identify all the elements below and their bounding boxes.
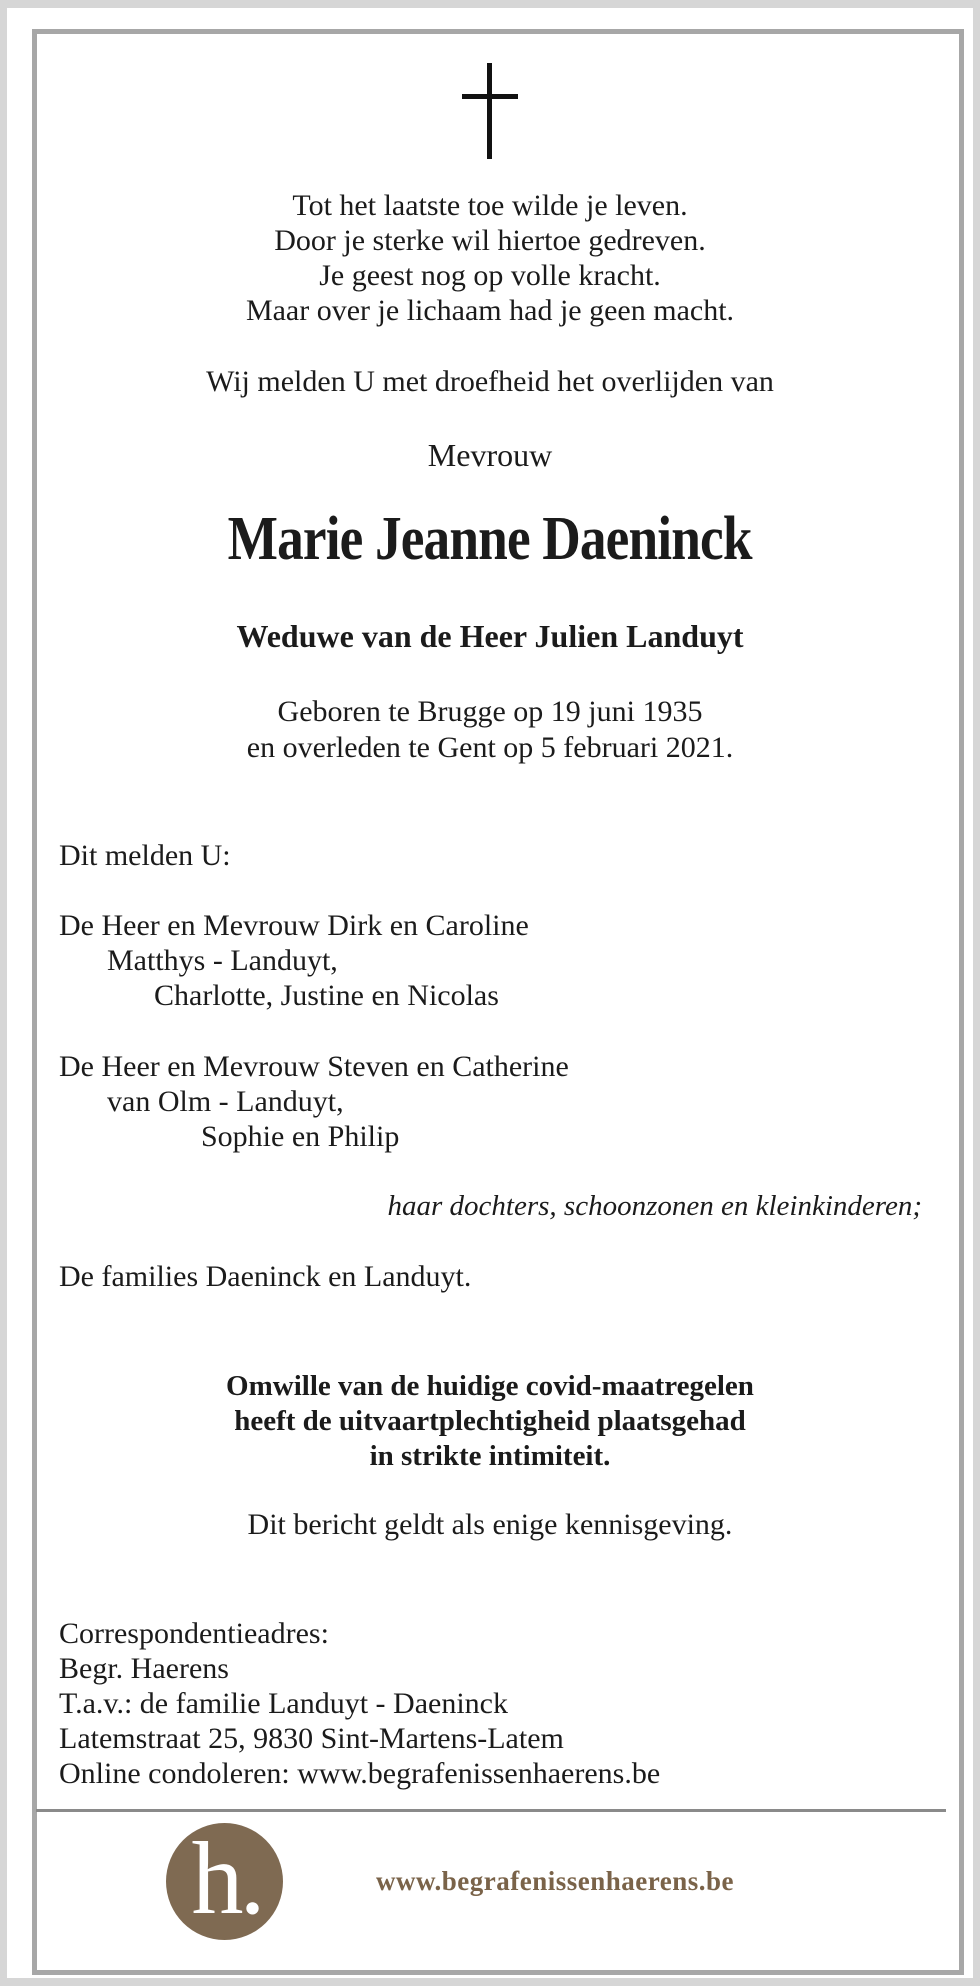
poem-line: Je geest nog op volle kracht. (319, 259, 661, 292)
family-block-1 (59, 908, 529, 1013)
death-line: en overleden te Gent op 5 februari 2021. (246, 731, 734, 764)
correspondence-block (59, 1616, 660, 1791)
deceased-name-text: Marie Jeanne Daeninck (228, 505, 752, 573)
birth-line: Geboren te Brugge op 19 juni 1935 (277, 695, 703, 728)
salutation: Mevrouw (427, 437, 553, 473)
mourners-intro: Dit melden U: (59, 839, 231, 872)
grandchildren: Charlotte, Justine en Nicolas (154, 979, 499, 1012)
families-line: De families Daeninck en Landuyt. (59, 1260, 472, 1293)
family-block-2 (59, 1049, 569, 1154)
life-dates (0, 694, 980, 766)
website-link[interactable]: www.begrafenissenhaerens.be (376, 1866, 735, 1896)
covid-line: in strikte intimiteit. (369, 1440, 611, 1472)
poem-line: Tot het laatste toe wilde je leven. (292, 189, 688, 222)
notice-line: Dit bericht geldt als enige kennisgeving. (247, 1508, 733, 1541)
covid-notice (0, 1369, 980, 1474)
relation-line: haar dochters, schoonzonen en kleinkinderen; (387, 1190, 922, 1222)
family-names: De Heer en Mevrouw Steven en Catherine (59, 1050, 569, 1083)
footer-divider (36, 1809, 946, 1812)
funeral-home-logo (166, 1823, 283, 1940)
correspondence-company: Begr. Haerens (59, 1652, 229, 1685)
cross-icon-bar (462, 94, 518, 99)
covid-line: Omwille van de huidige covid-maatregelen (226, 1370, 754, 1402)
family-surnames: Matthys - Landuyt, (107, 944, 338, 977)
poem-line: Door je sterke wil hiertoe gedreven. (274, 224, 706, 257)
widow-of: Weduwe van de Heer Julien Landuyt (236, 618, 744, 654)
logo-letter: h. (191, 1821, 262, 1936)
cross-icon (487, 63, 492, 159)
correspondence-attention: T.a.v.: de familie Landuyt - Daeninck (59, 1687, 508, 1720)
poem (0, 188, 980, 328)
deceased-name (0, 504, 980, 575)
covid-line: heeft de uitvaartplechtigheid plaatsgehad (234, 1405, 746, 1437)
announcement: Wij melden U met droefheid het overlijden van (206, 365, 774, 398)
family-names: De Heer en Mevrouw Dirk en Caroline (59, 909, 529, 942)
poem-line: Maar over je lichaam had je geen macht. (245, 294, 735, 327)
family-surnames: van Olm - Landuyt, (107, 1085, 344, 1118)
correspondence-label: Correspondentieadres: (59, 1617, 329, 1650)
online-condolence: Online condoleren: www.begrafenissenhaerens.be (59, 1757, 661, 1790)
grandchildren: Sophie en Philip (201, 1120, 400, 1153)
correspondence-address: Latemstraat 25, 9830 Sint-Martens-Latem (59, 1722, 564, 1755)
